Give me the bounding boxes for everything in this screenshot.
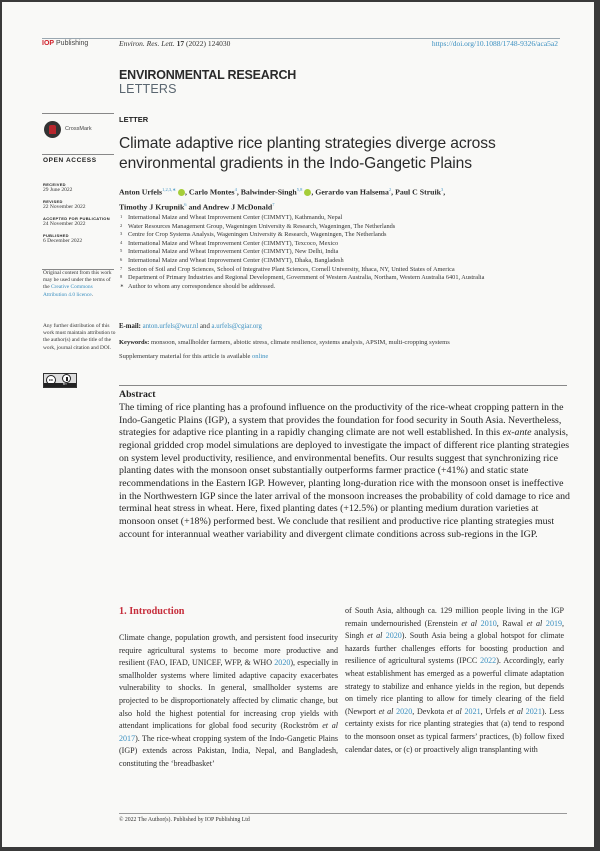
keywords-label: Keywords: [119,339,150,346]
body-text: ). Accordingly, early wheat establishment has emerged as a powerful climate adaptation strategy to stabilize and enhance yields in the region, but depends on timely rice planting to allow for timely clearing of the field (Newport [345,656,564,716]
citation-year-link[interactable]: 2017 [119,733,136,743]
creative-commons-link[interactable]: Creative Commons Attribution 4.0 licence [43,284,93,298]
author: Carlo Montes [188,187,235,197]
history-date: 22 November 2022 [43,204,86,210]
author-separator: , [311,187,316,197]
affiliation-text: Department of Primary Industries and Regional Development, Government of Western Australia, Northam, Western Australia 6401, Australia [128,274,485,282]
sidebar-rule [42,154,114,155]
author: Andrew J McDonald [202,202,273,212]
abstract-part: The timing of rice planting has a profound influence on the productivity of the rice-wheat cropping pattern in the Indo-Gangetic Plains (IGP), a system that provides the foundation for food security in South Asia. Nevertheless, strategies for adaptive rice planting in a rapidly changing climate are not well established. In this [119,402,564,439]
history-label: ACCEPTED FOR PUBLICATION [43,216,110,221]
body-text: of South Asia, although ca. 129 million people living in the IGP remain undernourished (Erenstein [345,606,564,628]
affiliation [119,274,569,283]
citation-year-link[interactable]: 2010 [480,618,497,628]
affiliation-text: International Maize and Wheat Improvement Center (CIMMYT), Kathmandu, Nepal [128,214,343,221]
affiliation-text: Water Resources Management Group, Wageningen University & Research, Wageningen, The Netherlands [128,222,396,230]
abstract-italic: ex-ante [502,427,532,439]
affiliation [119,266,569,275]
italic-text: et al [378,706,394,716]
author: Timothy J Krupnik [119,202,185,212]
citation-year-link[interactable]: 2021 [464,706,481,716]
email-line [119,323,262,330]
license-text-end: . [91,291,94,298]
author: Gerardo van Halsema [315,187,389,197]
affiliation-number: 2 [120,222,123,228]
supplementary-text: Supplementary material for this article is available [119,353,253,360]
author-separator: , [184,187,189,197]
abstract-text [119,402,571,541]
license-text: Original content from this work may be used under the terms of the [43,270,112,291]
email-and: and [198,323,212,330]
affiliation-text: Section of Soil and Crop Sciences, School of Integrative Plant Sciences, Cornell University, Ithaca, NY, United States of America [128,265,455,273]
affiliation [119,214,569,223]
author: Anton Urfels [119,187,163,197]
italic-text: et al [508,706,524,716]
affiliation [119,240,569,249]
journal-name-line2: LETTERS [119,82,177,96]
body-text: , Singh [345,618,565,641]
crossmark-icon[interactable] [44,121,61,138]
author-affiliation-marks: 4 [234,187,237,192]
journal-citation [119,39,230,48]
affiliation-number: 7 [120,265,123,271]
history-date: 24 November 2022 [43,221,86,227]
affiliation-number: 8 [120,274,123,280]
author-affiliation-marks: 2 [388,187,392,192]
affiliation-number: 3 [120,231,123,237]
email-link[interactable]: a.urfels@cgiar.org [211,323,262,330]
abstract-rule [119,385,567,386]
section-heading-introduction: 1. Introduction [119,606,185,617]
article-title: Climate adaptive rice planting strategies diverge across environmental gradients in the Indo-Gangetic Plains [119,135,496,172]
publisher-name: Publishing [56,40,89,47]
correspondence-note [119,283,569,292]
citation-year-link[interactable]: 2020 [396,706,413,716]
affiliation [119,223,569,232]
iop-mark: IOP [42,40,55,47]
affiliation-text: International Maize and Wheat Improvement Center (CIMMYT), New Delhi, India [128,248,339,256]
footer-rule [119,813,567,814]
body-text: , Devkota [412,706,447,716]
affiliation-number: 4 [120,239,123,245]
citation-volume: 17 [176,39,185,48]
introduction-column-1 [119,632,338,771]
supplementary-note [119,353,268,360]
italic-text: et al [461,618,478,628]
citation-year-link[interactable]: 2020 [385,631,402,641]
affiliation [119,248,569,257]
author-separator: , [443,187,446,197]
abstract-part: analysis, regional gridded crop model simulations are deployed to investigate the impact of different rice planting strategies on system level productivity, resilience, and environmental benefits. Our results suggest that synchronizing rice planting dates with the monsoon onset substantially outperforms farmer practice (+41%) and static state recommendations in the Eastern IGP. However, planting long-duration rice with the monsoon onset is ineffective in the Northwestern IGP since the later arrival of the monsoon increases the probability of cold damage to rice and terminal heat stress in wheat. Here, fixed planting dates (+12.5%) or planting medium duration varieties at monsoon onset (+18%) performed best. We conclude that resilient and productive rice planting strategies must account for interannual weather variability and divergent climate conditions across sub-regions in the IGP. [119,427,570,540]
author-separator: , [236,187,241,197]
iop-publishing-logo [42,40,88,47]
citation-year-link[interactable]: 2021 [525,706,542,716]
affiliation-text: International Maize and Wheat Improvement Center (CIMMYT), Texcoco, Mexico [128,239,339,247]
history-label: RECEIVED [43,182,66,187]
author-affiliation-marks: 7 [272,201,275,207]
citation-journal: Environ. Res. Lett. [119,39,175,48]
author-separator: , [391,187,396,197]
email-link[interactable]: anton.urfels@wur.nl [142,323,199,330]
license-notice [43,270,117,299]
journal-name-line1: ENVIRONMENTAL RESEARCH [119,68,297,82]
article-page [2,2,594,847]
citation-year-link[interactable]: 2020 [274,658,291,668]
italic-text: et al [526,618,543,628]
body-text: ). South Asia being a global hotspot for climate hazards further challenges efforts for boosting production and resilience of agricultural systems (IPCC [345,631,565,666]
citation-year-link[interactable]: 2022 [480,656,497,666]
body-text: , Rawal [496,618,527,628]
affiliation-text: International Maize and Wheat Improvement Center (CIMMYT), Dhaka, Bangladesh [128,256,344,264]
crossmark-label[interactable]: CrossMark [65,126,92,132]
italic-text: et al [322,721,338,731]
copyright-footer: © 2022 The Author(s). Published by IOP Publishing Ltd [119,817,250,823]
keywords [119,339,569,346]
italic-text: et al [367,631,383,641]
history-date: 6 December 2022 [43,238,83,244]
cc-icon: cc [46,375,56,385]
by-bar [44,383,76,387]
email-label: E-mail: [119,323,141,330]
citation-year-article: (2022) 124030 [186,39,231,48]
affiliation-list [119,214,569,291]
author-affiliation-marks: 3 [441,187,444,192]
author-affiliation-marks: 1,2,3,∗ [162,187,177,192]
author: Balwinder-Singh [240,187,297,197]
history-date: 29 June 2022 [43,187,73,193]
affiliation-number: 6 [120,256,123,262]
article-type: LETTER [119,115,149,124]
cc-by-badge[interactable] [43,373,77,388]
author-separator: and [186,202,203,212]
history-label: REVISED [43,199,63,204]
italic-text: et al [446,706,462,716]
affiliation-text: Author to whom any correspondence should be addressed. [128,282,276,290]
author-affiliation-marks: 5,8 [296,187,303,192]
body-text: ), especially in smallholder systems where limited adaptive capacity exacerbates vulnerability to shocks. In general, smallholder systems are projected to be disproportionately affected by climatic change, but also hold the highest potential for increasing crop yields with attendant implications for global food security (Rockström [119,658,338,731]
citation-year-link[interactable]: 2019 [545,618,563,628]
author: Paul C Struik [395,187,441,197]
open-access-label: OPEN ACCESS [43,157,97,164]
affiliation-number: ∗ [120,282,124,288]
body-text: Climate change, population growth, and persistent food insecurity require agricultural systems to become more productive and resilient (FAO, IFAD, UNICEF, WFP, & WHO [119,633,338,668]
author-list [119,184,569,213]
affiliation-text: Centre for Crop Systems Analysis, Wageningen University & Research, Wageningen, The Netherlands [128,231,387,239]
history-label: PUBLISHED [43,233,69,238]
affiliation [119,257,569,266]
keywords-text: monsoon, smallholder farmers, abiotic stress, climate resilience, systems analysis, APSIM, multi-cropping systems [149,339,450,346]
affiliation-number: 5 [120,248,123,254]
body-text: ). The rice-wheat cropping system of the Indo-Gangetic Plains (IGP) extends across Pakistan, India, Nepal, and Bangladesh, constituting the ‘breadbasket’ [119,733,338,768]
doi-link[interactable]: https://doi.org/10.1088/1748-9326/aca5a2 [431,39,558,48]
affiliation [119,231,569,240]
orcid-icon[interactable] [178,189,185,196]
body-text: , Urfels [480,706,509,716]
introduction-column-2 [345,605,564,756]
attribution-notice: Any further distribution of this work must maintain attribution to the author(s) and the title of the work, journal citation and DOI. [43,323,116,351]
affiliation-number: 1 [120,214,123,219]
body-text: ). Less certainty exists for rice planting strategies that (a) tend to respond to the monsoon onset as typical farmers’ practices, (b) follow fixed calendar dates, or (c) or proactively align transplanting with [345,706,565,754]
author-affiliation-marks: 6 [184,201,187,207]
abstract-heading: Abstract [119,389,156,400]
by-label: BY [63,382,68,386]
sidebar-rule [42,113,114,114]
supplementary-online-link[interactable]: online [252,353,269,360]
